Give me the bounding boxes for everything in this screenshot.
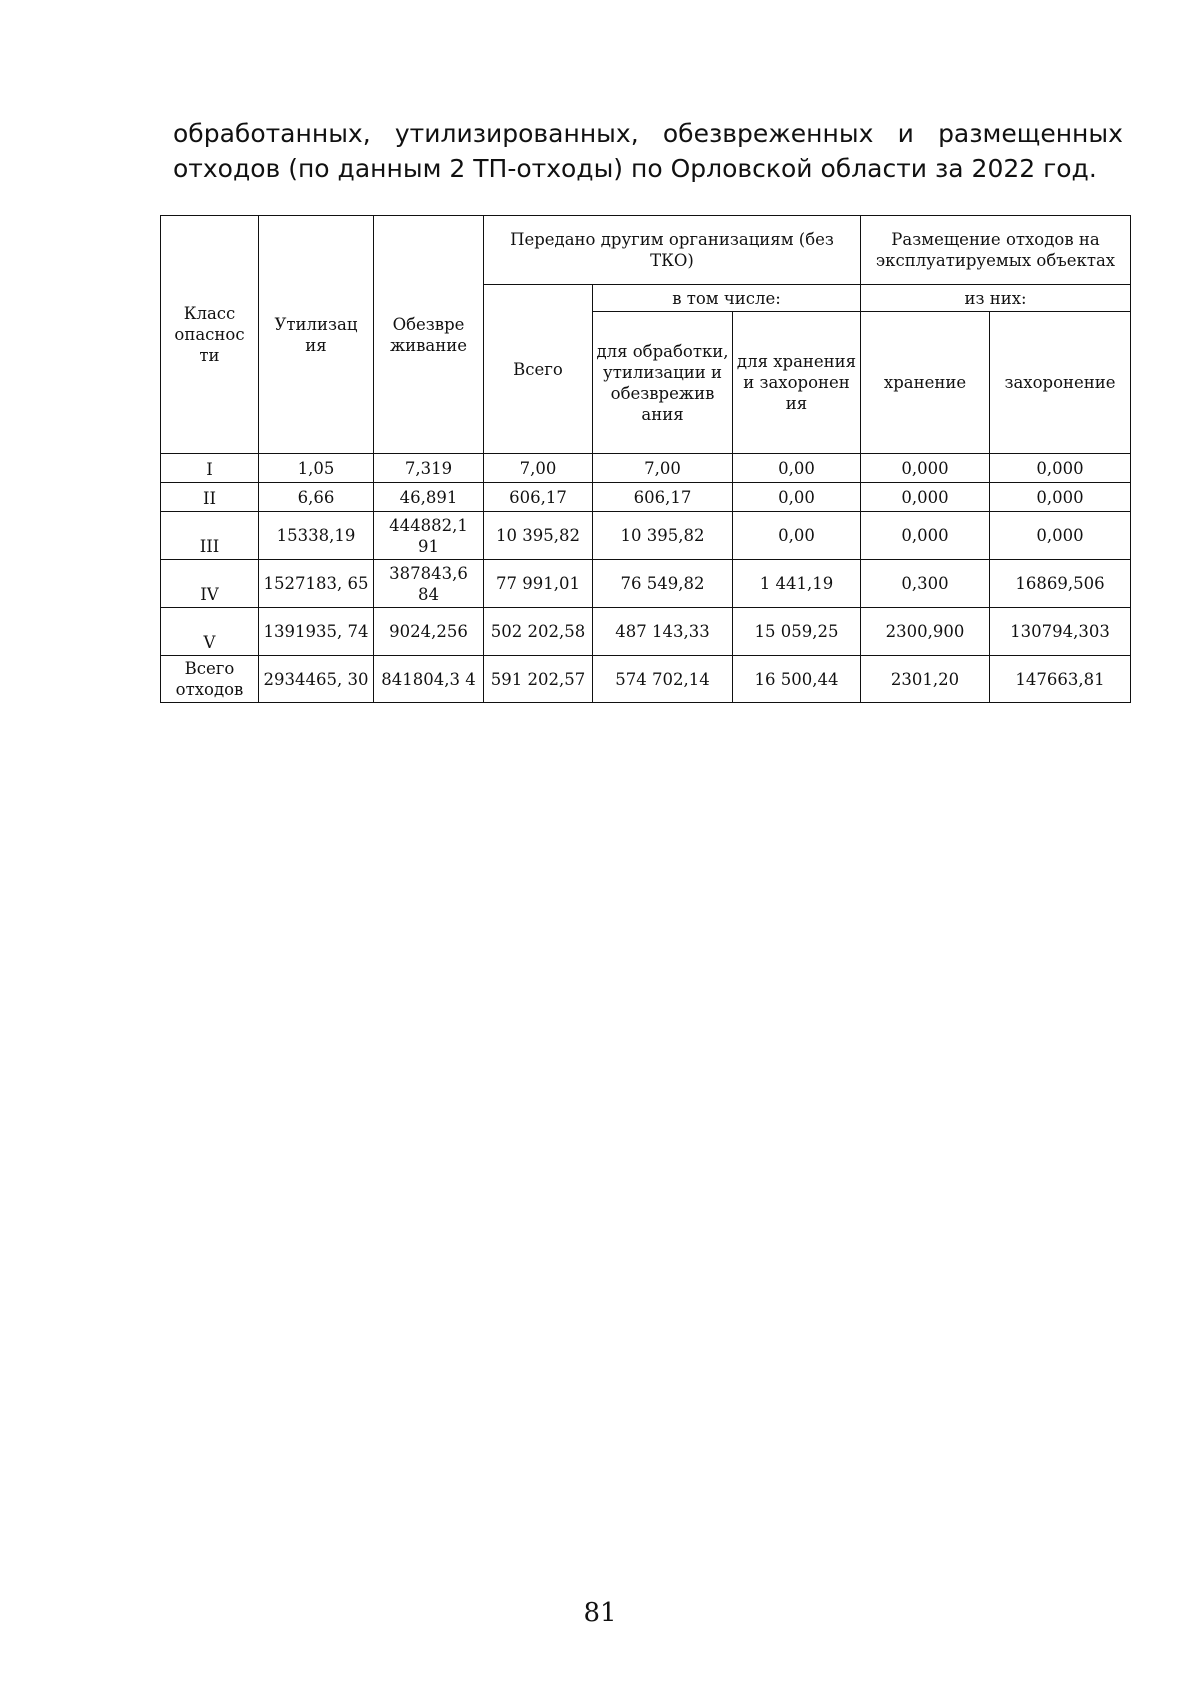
cell-processing: 7,00: [593, 454, 733, 483]
cell-processing: 574 702,14: [593, 656, 733, 703]
cell-storage: 0,000: [861, 512, 990, 560]
intro-word: и: [897, 119, 914, 148]
table-row-total: [161, 656, 1131, 703]
waste-table: [160, 215, 1131, 703]
header-class: Класс опаснос ти: [161, 216, 259, 454]
header-neutralization: Обезвре живание: [374, 216, 484, 454]
cell-utilization: 2934465, 30: [259, 656, 374, 703]
intro-word: обезвреженных: [662, 119, 874, 148]
cell-neutralization: 444882,1 91: [374, 512, 484, 560]
cell-class: IV: [161, 560, 259, 608]
cell-total: 502 202,58: [484, 608, 593, 656]
cell-storage-burial: 16 500,44: [733, 656, 861, 703]
header-of-them: из них:: [861, 285, 1131, 312]
cell-storage: 0,000: [861, 454, 990, 483]
cell-burial: 130794,303: [990, 608, 1131, 656]
header-total: Всего: [484, 285, 593, 454]
cell-storage-burial: 0,00: [733, 512, 861, 560]
cell-storage-burial: 1 441,19: [733, 560, 861, 608]
cell-total: 7,00: [484, 454, 593, 483]
cell-processing: 10 395,82: [593, 512, 733, 560]
table-row: [161, 560, 1131, 608]
header-including: в том числе:: [593, 285, 861, 312]
cell-burial: 147663,81: [990, 656, 1131, 703]
cell-class: Всего отходов: [161, 656, 259, 703]
page-number: 81: [583, 1598, 617, 1628]
cell-neutralization: 9024,256: [374, 608, 484, 656]
cell-total: 606,17: [484, 483, 593, 512]
cell-storage: 2300,900: [861, 608, 990, 656]
cell-neutralization: 841804,3 4: [374, 656, 484, 703]
cell-total: 77 991,01: [484, 560, 593, 608]
intro-paragraph: [173, 116, 1123, 186]
cell-class: V: [161, 608, 259, 656]
cell-processing: 606,17: [593, 483, 733, 512]
cell-storage: 0,300: [861, 560, 990, 608]
cell-neutralization: 387843,6 84: [374, 560, 484, 608]
cell-utilization: 1391935, 74: [259, 608, 374, 656]
cell-neutralization: 46,891: [374, 483, 484, 512]
cell-utilization: 15338,19: [259, 512, 374, 560]
cell-burial: 0,000: [990, 454, 1131, 483]
cell-class: II: [161, 483, 259, 512]
table-row: [161, 608, 1131, 656]
cell-class: III: [161, 512, 259, 560]
cell-burial: 0,000: [990, 512, 1131, 560]
cell-total: 10 395,82: [484, 512, 593, 560]
table-row: [161, 512, 1131, 560]
intro-word: утилизированных,: [394, 119, 639, 148]
intro-word: обработанных,: [173, 119, 371, 148]
header-burial: захоронение: [990, 312, 1131, 454]
cell-processing: 76 549,82: [593, 560, 733, 608]
header-transferred: Передано другим организациям (без ТКО): [484, 216, 861, 285]
cell-utilization: 1,05: [259, 454, 374, 483]
header-utilization: Утилизац ия: [259, 216, 374, 454]
table-row: [161, 483, 1131, 512]
header-placement: Размещение отходов на эксплуатируемых объектах: [861, 216, 1131, 285]
cell-neutralization: 7,319: [374, 454, 484, 483]
cell-burial: 16869,506: [990, 560, 1131, 608]
table-row: [161, 454, 1131, 483]
cell-total: 591 202,57: [484, 656, 593, 703]
header-for-storage-burial: для хранения и захоронен ия: [733, 312, 861, 454]
cell-storage-burial: 0,00: [733, 454, 861, 483]
cell-storage-burial: 15 059,25: [733, 608, 861, 656]
cell-processing: 487 143,33: [593, 608, 733, 656]
cell-storage: 2301,20: [861, 656, 990, 703]
intro-line-1: [173, 116, 1123, 151]
header-for-processing: для обработки, утилизации и обезврежив ания: [593, 312, 733, 454]
header-storage: хранение: [861, 312, 990, 454]
intro-line-2: отходов (по данным 2 ТП-отходы) по Орловской области за 2022 год.: [173, 154, 1097, 183]
cell-utilization: 1527183, 65: [259, 560, 374, 608]
cell-utilization: 6,66: [259, 483, 374, 512]
cell-class: I: [161, 454, 259, 483]
cell-storage-burial: 0,00: [733, 483, 861, 512]
cell-storage: 0,000: [861, 483, 990, 512]
table-header: [161, 216, 1131, 454]
cell-burial: 0,000: [990, 483, 1131, 512]
intro-word: размещенных: [938, 119, 1123, 148]
table-body: [161, 454, 1131, 703]
